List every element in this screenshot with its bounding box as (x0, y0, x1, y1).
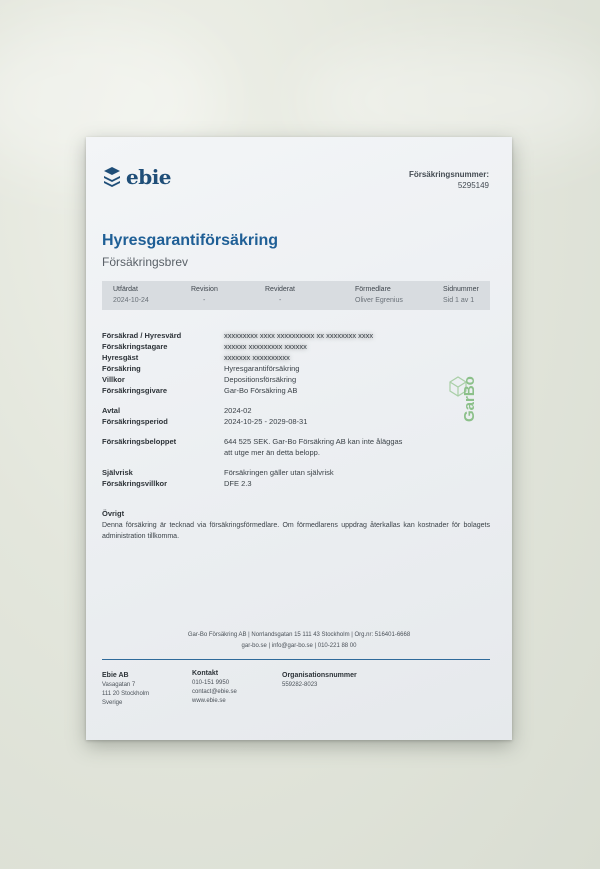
issuer-contact: gar-bo.se | info@gar-bo.se | 010-221 88 00 (241, 643, 357, 649)
document-title: Hyresgarantiförsäkring (102, 232, 279, 249)
other-text: Denna försäkring är tecknad via försäkringsförmedlare. Om förmedlarens uppdrag återkallas kan kostnader för bolagets administration tillkomma. (102, 522, 490, 540)
footer-org (282, 671, 357, 690)
meta-issued (113, 286, 149, 304)
field-value: 2024-02 (224, 406, 252, 415)
contact-website: www.ebie.se (192, 698, 226, 704)
field-label: Hyresgäst (102, 353, 139, 362)
issuer-info (86, 630, 512, 652)
field-value: Försäkringen gäller utan självrisk (224, 468, 334, 477)
meta-label: Förmedlare (355, 286, 391, 293)
other-heading: Övrigt (102, 509, 125, 518)
contact-phone: 010-151 9950 (192, 680, 230, 686)
field-label: Avtal (102, 406, 121, 415)
footer-company (102, 671, 149, 708)
meta-broker (355, 286, 403, 304)
logo-text: ebie (126, 165, 172, 189)
field-label: Försäkringsbeloppet (102, 437, 177, 446)
meta-revision (191, 286, 218, 304)
meta-value: - (279, 297, 282, 304)
stacked-layers-icon (102, 166, 122, 188)
org-heading: Organisationsnummer (282, 672, 357, 679)
company-name: Ebie AB (102, 672, 129, 679)
meta-value: Oliver Egrenius (355, 297, 403, 304)
meta-page (443, 286, 479, 304)
company-city: 111 20 Stockholm (102, 691, 150, 697)
field-label: Försäkringsgivare (102, 386, 168, 395)
field-label: Försäkringstagare (102, 342, 168, 351)
policy-number-label: Försäkringsnummer: (408, 170, 489, 179)
field-value: Hyresgarantiförsäkring (224, 364, 300, 373)
field-value: 644 525 SEK. Gar-Bo Försäkring AB kan inte åläggas (224, 437, 403, 446)
field-label: Försäkring (102, 364, 141, 373)
meta-label: Reviderat (265, 286, 295, 293)
ebie-logo (102, 165, 171, 189)
issuer-address: Gar-Bo Försäkring AB | Norrlandsgatan 15 111 43 Stockholm | Org.nr: 516401-6668 (187, 632, 411, 638)
meta-label: Utfärdat (113, 286, 138, 293)
meta-label: Revision (191, 286, 218, 293)
company-street: Vasagatan 7 (102, 682, 136, 688)
field-label: Försäkringsvillkor (102, 479, 168, 488)
org-number: 559282-8023 (282, 682, 318, 688)
policy-number-value: 5295149 (457, 181, 489, 190)
footer-divider (102, 659, 490, 660)
meta-bar (102, 281, 490, 310)
field-value: DFE 2.3 (224, 479, 252, 488)
field-label: Försäkringsperiod (102, 417, 168, 426)
meta-value: - (203, 297, 206, 304)
field-value-redacted: xxxxxx xxxxxxxxx xxxxxx (224, 342, 307, 351)
field-label: Villkor (102, 375, 125, 384)
field-value: Depositionsförsäkring (224, 375, 297, 384)
contact-heading: Kontakt (192, 670, 219, 677)
footer-contact (192, 669, 237, 706)
garbo-logo (444, 364, 492, 426)
field-value: Gar-Bo Försäkring AB (224, 386, 298, 395)
insurance-letter-page (86, 137, 512, 740)
field-value-redacted: xxxxxxxxx xxxx xxxxxxxxxx xx xxxxxxxx xxxx (224, 331, 374, 340)
policy-number-block (409, 169, 489, 191)
contact-email: contact@ebie.se (192, 689, 237, 695)
document-subtitle: Försäkringsbrev (102, 255, 189, 269)
meta-label: Sidnummer (443, 286, 479, 293)
field-label: Självrisk (102, 468, 133, 477)
meta-value: 2024-10-24 (113, 297, 149, 304)
field-value: 2024-10-25 - 2029-08-31 (224, 417, 308, 426)
meta-value: Sid 1 av 1 (443, 297, 475, 304)
field-value-redacted: xxxxxxx xxxxxxxxxx (224, 353, 290, 362)
field-value: att utge mer än detta belopp. (224, 448, 320, 457)
meta-revised (265, 286, 295, 304)
company-country: Sverige (102, 700, 123, 706)
garbo-logo-text: GarBo (461, 376, 478, 422)
field-label: Försäkrad / Hyresvärd (102, 331, 182, 340)
